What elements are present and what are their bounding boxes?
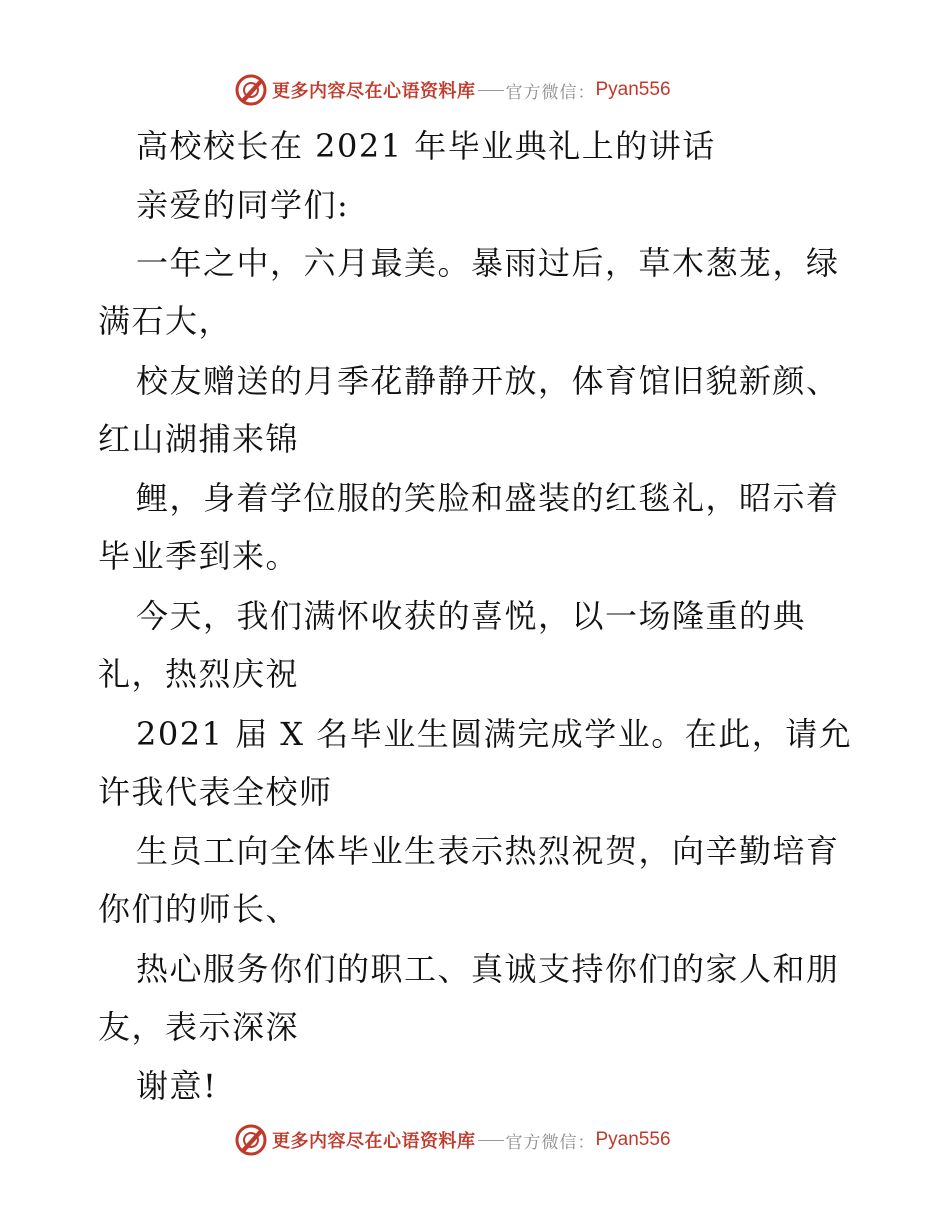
watermark-wechat-label: 官方微信： (505, 1132, 596, 1153)
paragraph-line: 校友赠送的月季花静静开放，体育馆旧貌新颜、 (136, 362, 840, 400)
watermark-divider (478, 1140, 504, 1141)
watermark-main-text: 更多内容尽在心语资料库 (272, 1131, 476, 1152)
paragraph-line: 鲤，身着学位服的笑脸和盛装的红毯礼，昭示着 (136, 479, 840, 517)
paragraph-line: 生员工向全体毕业生表示热烈祝贺，向辛勤培育 (136, 832, 840, 870)
paragraph-line: 谢意! (136, 1067, 218, 1105)
paragraph-line: 红山湖捕来锦 (98, 420, 300, 458)
paragraph-line: 满石大， (98, 302, 233, 340)
paragraph-line: 今天，我们满怀收获的喜悦，以一场隆重的典 (136, 597, 807, 635)
paragraph-line: 友，表示深深 (98, 1008, 300, 1046)
watermark-main-text: 更多内容尽在心语资料库 (272, 81, 476, 102)
paragraph-line: 热心服务你们的职工、真诚支持你们的家人和朋 (136, 950, 840, 988)
paragraph-line: 毕业季到来。 (98, 537, 300, 575)
paragraph-line: 一年之中，六月最美。暴雨过后，草木葱茏，绿 (136, 244, 840, 282)
header-watermark-banner (234, 72, 671, 108)
watermark-wechat-id: Pyan556 (595, 79, 671, 100)
seal-quill-icon (234, 73, 268, 107)
watermark-divider (478, 90, 504, 91)
watermark-wechat-label: 官方微信： (505, 82, 596, 103)
watermark-wechat-id: Pyan556 (595, 1129, 671, 1150)
salutation: 亲爱的同学们: (136, 186, 350, 224)
document-title: 高校校长在 2021 年毕业典礼上的讲话 (136, 127, 716, 165)
seal-quill-icon (234, 1123, 268, 1157)
footer-watermark-banner (234, 1122, 671, 1158)
paragraph-line: 许我代表全校师 (98, 773, 333, 811)
paragraph-line: 你们的师长、 (98, 890, 300, 928)
paragraph-line: 礼，热烈庆祝 (98, 655, 300, 693)
paragraph-line: 2021 届 X 名毕业生圆满完成学业。在此，请允 (136, 715, 853, 753)
